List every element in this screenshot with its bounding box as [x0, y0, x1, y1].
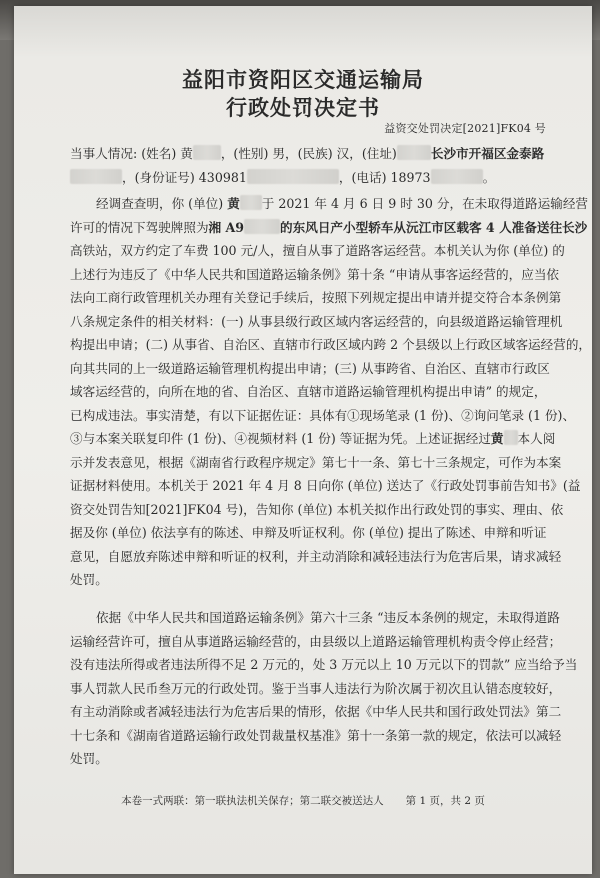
facts-line: 向其共同的上一级道路运输管理机构提出申请；(三) 从事跨省、自治区、直辖市行政区	[70, 360, 550, 376]
decision-line: 没有违法所得或者违法所得不足 2 万元的，处 3 万元以上 10 万元以下的罚款” 应当给予当	[70, 657, 578, 672]
facts-line: 处罚。	[70, 572, 108, 587]
redacted-gap	[397, 145, 431, 160]
decision-line: 依据《中华人民共和国道路运输条例》第六十三条 “违反本条例的规定，未取得道路	[96, 610, 560, 625]
facts-line: 上述行为违反了《中华人民共和国道路运输条例》第十条 “申请从事客运经营的，应当依	[70, 266, 560, 282]
facts-paragraph	[70, 192, 592, 592]
agency-title: 益阳市资阳区交通运输局	[182, 68, 424, 92]
facts-line: 据及你 (单位) 依法享有的陈述、申辩及听证权利。你 (单位) 提出了陈述、申辩和听证	[70, 525, 547, 540]
document-page	[14, 6, 592, 874]
decision-line: 处罚。	[70, 751, 108, 766]
party-info-line-1: 当事人情况: (姓名) 黄 ，(性别) 男，(民族) 汉，(住址) 长沙市开福区金泰路	[70, 146, 545, 161]
facts-line: ③与本案关联复印件 (1 份)、④视频材料 (1 份) 等证据为凭。上述证据经过黄 本人阅	[70, 431, 556, 446]
redacted-plate	[244, 219, 280, 234]
party-info	[70, 142, 560, 189]
redacted-name	[504, 430, 518, 445]
facts-line: 资交处罚告知[2021]FK04 号)，告知你 (单位) 本机关拟作出行政处罚的事实、理由、依	[70, 501, 564, 517]
redacted-id-number	[247, 169, 339, 184]
redacted-address	[70, 169, 122, 184]
facts-line: 证据材料使用。本机关于 2021 年 4 月 8 日向你 (单位) 送达了《行政处罚事前告知书》(益	[70, 478, 581, 493]
decision-line: 十七条和《湖南省道路运输行政处罚裁量权基准》第十一条第一款的规定，依法可以减轻	[70, 727, 562, 743]
decision-line: 运输经营许可，擅自从事道路运输经营的，由县级以上道路运输管理机构责令停止经营；	[70, 633, 562, 649]
facts-line: 经调查查明，你 (单位) 黄 于 2021 年 4 月 6 日 9 时 30 分，在未取得道路运输经营	[96, 196, 589, 211]
facts-line: 许可的情况下驾驶牌照为湘 A9 的东风日产小型轿车从沅江市区载客 4 人准备送往长沙	[70, 219, 588, 235]
document-title: 行政处罚决定书	[226, 96, 380, 120]
facts-line: 高铁站，双方约定了车费 100 元/人，擅自从事了道路客运经营。本机关认为你 (单位) 的	[70, 243, 565, 258]
facts-line: 示并发表意见，根据《湖南省行政程序规定》第七十一条、第七十三条规定，可作为本案	[70, 454, 562, 470]
facts-line: 法向工商行政管理机关办理有关登记手续后，按照下列规定提出申请并提交符合本条例第	[70, 290, 562, 305]
facts-line: 域客运经营的，向所在地的省、自治区、直辖市道路运输管理机构提出申请” 的规定，	[70, 384, 547, 399]
decision-line: 有主动消除或者减轻违法行为危害后果的情形，依据《中华人民共和国行政处罚法》第二	[70, 704, 562, 719]
page-footer	[14, 793, 592, 808]
decision-paragraph	[70, 606, 578, 771]
page-number: 第 1 页，共 2 页	[405, 795, 485, 807]
document-number: 益资交处罚决定[2021]FK04 号	[384, 122, 546, 135]
facts-line: 已构成违法。事实清楚，有以下证据佐证：具体有①现场笔录 (1 份)、②询问笔录 (1 份)、	[70, 407, 576, 423]
redacted-name	[193, 145, 221, 160]
facts-line: 八条规定条件的相关材料：(一) 从事县级行政区域内客运经营的，向县级道路运输管理机	[70, 313, 563, 329]
copies-note: 本卷一式两联：第一联执法机关保存；第二联交被送达人	[121, 795, 384, 807]
facts-line: 构提出申请；(二) 从事省、自治区、直辖市行政区域内跨 2 个县级以上行政区域客运经营的，	[70, 337, 592, 352]
party-info-line-2: ，(身份证号) 430981 ，(电话) 18973 。	[70, 166, 560, 190]
decision-line: 事人罚款人民币叁万元的行政处罚。鉴于当事人违法行为阶次属于初次且认错态度较好，	[70, 680, 562, 696]
redacted-name	[240, 195, 262, 210]
facts-line: 意见，自愿放弃陈述申辩和听证的权利，并主动消除和减轻违法行为危害后果，请求减轻	[70, 548, 562, 564]
redacted-phone	[431, 169, 483, 184]
